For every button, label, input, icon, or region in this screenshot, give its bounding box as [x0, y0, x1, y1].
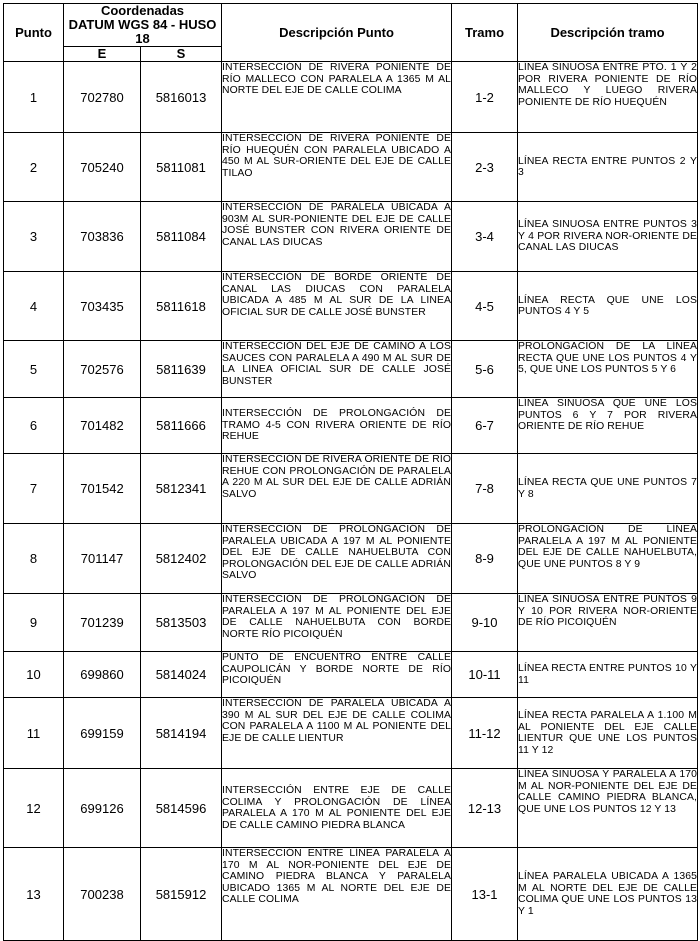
descripcion-tramo-cell: LÍNEA SINUOSA ENTRE PTO. 1 Y 2 POR RIVERA PONIENTE DE RÍO MALLECO Y LUEGO RIVERA PONIENTE DE RÍO HUEQUÉN: [518, 62, 698, 133]
descripcion-punto-cell: INTERSECCIÓN DE RIVERA ORIENTE DE RÍO REHUE CON PROLONGACIÓN DE PARALELA A 220 M AL SUR DEL EJE DE CALLE ADRIÁN SALVO: [222, 454, 452, 524]
coord-s-cell: 5813503: [141, 594, 222, 652]
descripcion-punto-cell: INTERSECCIÓN DEL EJE DE CAMINO A LOS SAUCES CON PARALELA A 490 M AL SUR DE LA LINEA OFICIAL SUR DE CALLE JOSÉ BUNSTER: [222, 341, 452, 398]
punto-cell: 7: [4, 454, 64, 524]
descripcion-tramo-cell: LÍNEA RECTA ENTRE PUNTOS 10 Y 11: [518, 652, 698, 698]
table-row: [4, 769, 698, 848]
table-row: [4, 133, 698, 202]
descripcion-tramo-cell: LÍNEA RECTA ENTRE PUNTOS 2 Y 3: [518, 133, 698, 202]
tramo-cell: 10-11: [452, 652, 518, 698]
punto-cell: 9: [4, 594, 64, 652]
header-tramo: Tramo: [452, 4, 518, 62]
punto-cell: 1: [4, 62, 64, 133]
coord-e-cell: 705240: [64, 133, 141, 202]
punto-cell: 12: [4, 769, 64, 848]
descripcion-tramo-cell: LÍNEA SINUOSA ENTRE PUNTOS 3 Y 4 POR RIVERA NOR-ORIENTE DE CANAL LAS DIUCAS: [518, 202, 698, 272]
coord-e-cell: 699126: [64, 769, 141, 848]
coord-s-cell: 5811639: [141, 341, 222, 398]
descripcion-tramo-cell: LÍNEA PARALELA UBICADA A 1365 M AL NORTE DEL EJE DE CALLE COLIMA QUE UNE LOS PUNTOS 13 Y 1: [518, 848, 698, 941]
tramo-cell: 12-13: [452, 769, 518, 848]
descripcion-punto-cell: PUNTO DE ENCUENTRO ENTRE CALLE CAUPOLICÁN Y BORDE NORTE DE RÍO PICOIQUÉN: [222, 652, 452, 698]
punto-cell: 11: [4, 698, 64, 769]
descripcion-punto-cell: INTERSECCIÓN DE PROLONGACIÓN DE PARALELA A 197 M AL PONIENTE DEL EJE DE CALLE NAHUELBUTA CON BORDE NORTE RÍO PICOIQUÉN: [222, 594, 452, 652]
tramo-cell: 5-6: [452, 341, 518, 398]
coord-s-cell: 5811084: [141, 202, 222, 272]
punto-cell: 5: [4, 341, 64, 398]
coord-e-cell: 703435: [64, 272, 141, 341]
descripcion-tramo-cell: LÍNEA RECTA PARALELA A 1.100 M AL PONIENTE DEL EJE CALLE LIENTUR QUE UNE LOS PUNTOS 11 Y 12: [518, 698, 698, 769]
punto-cell: 2: [4, 133, 64, 202]
coord-s-cell: 5814596: [141, 769, 222, 848]
descripcion-tramo-cell: LÍNEA RECTA QUE UNE PUNTOS 7 Y 8: [518, 454, 698, 524]
table-row: [4, 652, 698, 698]
coord-e-cell: 699159: [64, 698, 141, 769]
header-s: S: [141, 47, 222, 62]
descripcion-punto-cell: INTERSECCIÓN ENTRE EJE DE CALLE COLIMA Y PROLONGACIÓN DE LÍNEA PARALELA A 170 M AL PONIENTE DEL EJE DE CALLE CAMINO PIEDRA BLANCA: [222, 769, 452, 848]
tramo-cell: 4-5: [452, 272, 518, 341]
descripcion-tramo-cell: PROLONGACIÓN DE LÍNEA PARALELA A 197 M AL PONIENTE DEL EJE DE CALLE NAHUELBUTA, QUE UNE PUNTOS 8 Y 9: [518, 524, 698, 594]
table-row: [4, 341, 698, 398]
descripcion-punto-cell: INTERSECCIÓN DE RIVERA PONIENTE DE RÍO HUEQUÉN CON PARALELA UBICADO A 450 M AL SUR-ORIENTE DEL EJE DE CALLE TILAO: [222, 133, 452, 202]
descripcion-punto-cell: INTERSECCIÓN DE PROLONGACIÓN DE PARALELA UBICADA A 197 M AL PONIENTE DEL EJE DE CALLE NAHUELBUTA CON PROLONGACIÓN DEL EJE DE CALLE ADRIÁN SALVO: [222, 524, 452, 594]
punto-cell: 4: [4, 272, 64, 341]
tramo-cell: 11-12: [452, 698, 518, 769]
coord-e-cell: 701542: [64, 454, 141, 524]
tramo-cell: 3-4: [452, 202, 518, 272]
tramo-cell: 6-7: [452, 398, 518, 454]
descripcion-punto-cell: INTERSECCIÓN ENTRE LÍNEA PARALELA A 170 M AL NOR-PONIENTE DEL EJE DE CAMINO PIEDRA BLANCA Y PARALELA UBICADO 1365 M AL NORTE DEL EJE DE CALLE COLIMA: [222, 848, 452, 941]
descripcion-punto-cell: INTERSECCIÓN DE PARALELA UBICADA A 390 M AL SUR DEL EJE DE CALLE COLIMA CON PARALELA A 1100 M AL PONIENTE DEL EJE DE CALLE LIENTUR: [222, 698, 452, 769]
coord-e-cell: 703836: [64, 202, 141, 272]
descripcion-punto-cell: INTERSECCIÓN DE RIVERA PONIENTE DE RÍO MALLECO CON PARALELA A 1365 M AL NORTE DEL EJE DE CALLE COLIMA: [222, 62, 452, 133]
coord-e-cell: 701482: [64, 398, 141, 454]
descripcion-tramo-cell: PROLONGACIÓN DE LA LÍNEA RECTA QUE UNE LOS PUNTOS 4 Y 5, QUE UNE LOS PUNTOS 5 Y 6: [518, 341, 698, 398]
coord-s-cell: 5812341: [141, 454, 222, 524]
coord-e-cell: 702576: [64, 341, 141, 398]
coord-e-cell: 699860: [64, 652, 141, 698]
descripcion-tramo-cell: LÍNEA SINUOSA QUE UNE LOS PUNTOS 6 Y 7 POR RIVERA ORIENTE DE RÍO REHUE: [518, 398, 698, 454]
descripcion-tramo-cell: LÍNEA RECTA QUE UNE LOS PUNTOS 4 Y 5: [518, 272, 698, 341]
descripcion-tramo-cell: LÍNEA SINUOSA ENTRE PUNTOS 9 Y 10 POR RIVERA NOR-ORIENTE DE RÍO PICOIQUÉN: [518, 594, 698, 652]
coord-s-cell: 5812402: [141, 524, 222, 594]
punto-cell: 8: [4, 524, 64, 594]
header-punto: Punto: [4, 4, 64, 62]
descripcion-tramo-cell: LÍNEA SINUOSA Y PARALELA A 170 M AL NOR-PONIENTE DEL EJE DE CALLE CAMINO PIEDRA BLANCA, QUE UNE LOS PUNTOS 12 Y 13: [518, 769, 698, 848]
table-row: [4, 272, 698, 341]
header-descripcion-tramo: Descripción tramo: [518, 4, 698, 62]
tramo-cell: 13-1: [452, 848, 518, 941]
descripcion-punto-cell: INTERSECCIÓN DE PARALELA UBICADA A 903M AL SUR-PONIENTE DEL EJE DE CALLE JOSÉ BUNSTER CON RIVERA ORIENTE DE CANAL LAS DIUCAS: [222, 202, 452, 272]
tramo-cell: 8-9: [452, 524, 518, 594]
punto-cell: 13: [4, 848, 64, 941]
descripcion-punto-cell: INTERSECCIÓN DE BORDE ORIENTE DE CANAL LAS DIUCAS CON PARALELA UBICADA A 485 M AL SUR DE LA LINEA OFICIAL SUR DE CALLE JOSÉ BUNSTER: [222, 272, 452, 341]
header-coordenadas: Coordenadas DATUM WGS 84 - HUSO 18: [64, 4, 222, 47]
table-row: [4, 848, 698, 941]
coord-e-cell: 700238: [64, 848, 141, 941]
coord-s-cell: 5814024: [141, 652, 222, 698]
punto-cell: 3: [4, 202, 64, 272]
table-row: [4, 698, 698, 769]
coord-s-cell: 5815912: [141, 848, 222, 941]
punto-cell: 6: [4, 398, 64, 454]
punto-cell: 10: [4, 652, 64, 698]
table-row: [4, 524, 698, 594]
coord-s-cell: 5816013: [141, 62, 222, 133]
coord-s-cell: 5811081: [141, 133, 222, 202]
tramo-cell: 1-2: [452, 62, 518, 133]
coord-e-cell: 701147: [64, 524, 141, 594]
table-row: [4, 62, 698, 133]
tramo-cell: 7-8: [452, 454, 518, 524]
coord-e-cell: 701239: [64, 594, 141, 652]
table-row: [4, 594, 698, 652]
descripcion-punto-cell: INTERSECCIÓN DE PROLONGACIÓN DE TRAMO 4-5 CON RIVERA ORIENTE DE RÍO REHUE: [222, 398, 452, 454]
coord-s-cell: 5811618: [141, 272, 222, 341]
tramo-cell: 9-10: [452, 594, 518, 652]
table-row: [4, 454, 698, 524]
header-e: E: [64, 47, 141, 62]
boundary-points-table: [3, 3, 698, 941]
coord-s-cell: 5811666: [141, 398, 222, 454]
header-descripcion-punto: Descripción Punto: [222, 4, 452, 62]
coord-e-cell: 702780: [64, 62, 141, 133]
coord-s-cell: 5814194: [141, 698, 222, 769]
table-row: [4, 398, 698, 454]
tramo-cell: 2-3: [452, 133, 518, 202]
table-row: [4, 202, 698, 272]
